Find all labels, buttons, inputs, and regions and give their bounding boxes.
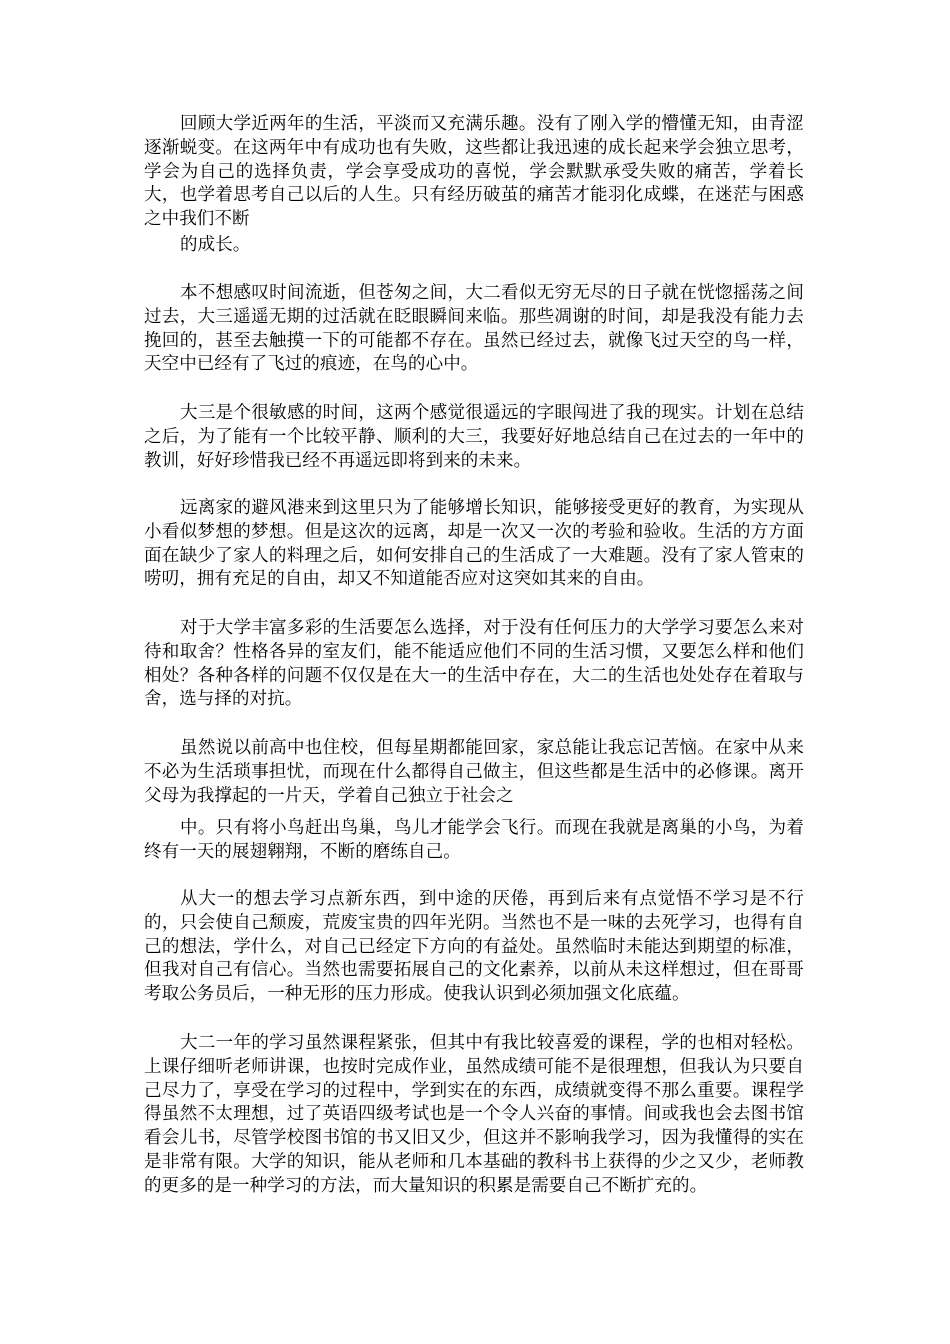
paragraph-1: 回顾大学近两年的生活，平淡而又充满乐趣。没有了刚入学的懵懂无知，由青涩逐渐蜕变。在这两年中有成功也有失败，这些都让我迅速的成长起来学会独立思考，学会为自己的选择负责，学会享受成功的喜悦，学会默默承受失败的痛苦，学着长大，也学着思考自己以后的人生。只有经历破茧的痛苦才能羽化成蝶，在迷茫与困惑之中我们不断	[144, 114, 804, 230]
paragraph-5: 远离家的避风港来到这里只为了能够增长知识，能够接受更好的教育，为实现从小看似梦想的梦想。但是这次的远离，却是一次又一次的考验和验收。生活的方方面面在缺少了家人的料理之后，如何安排自己的生活成了一大难题。没有了家人管束的唠叨，拥有充足的自由，却又不知道能否应对这突如其来的自由。	[144, 498, 804, 590]
paragraph-10: 大二一年的学习虽然课程紧张，但其中有我比较喜爱的课程，学的也相对轻松。上课仔细听老师讲课，也按时完成作业，虽然成绩可能不是很理想，但我认为只要自己尽力了，享受在学习的过程中，学到实在的东西，成绩就变得不那么重要。课程学得虽然不太理想，过了英语四级考试也是一个令人兴奋的事情。间或我也会去图书馆看会儿书，尽管学校图书馆的书又旧又少，但这并不影响我学习，因为我懂得的实在是非常有限。大学的知识，能从老师和几本基础的教科书上获得的少之又少，老师教的更多的是一种学习的方法，而大量知识的积累是需要自己不断扩充的。	[144, 1033, 804, 1196]
paragraph-6: 对于大学丰富多彩的生活要怎么选择，对于没有任何压力的大学学习要怎么来对待和取舍？性格各异的室友们，能不能适应他们不同的生活习惯，又要怎么样和他们相处？各种各样的问题不仅仅是在大一的生活中存在，大二的生活也处处存在着取与舍，选与择的对抗。	[144, 618, 804, 710]
paragraph-2: 的成长。	[180, 235, 251, 255]
paragraph-3: 本不想感叹时间流逝，但苍匆之间，大二看似无穷无尽的日子就在恍惚摇荡之间过去，大三遥遥无期的过活就在眨眼瞬间来临。那些凋谢的时间，却是我没有能力去挽回的，甚至去触摸一下的可能都不存在。虽然已经过去，就像飞过天空的鸟一样，天空中已经有了飞过的痕迹，在鸟的心中。	[144, 283, 804, 375]
paragraph-4: 大三是个很敏感的时间，这两个感觉很遥远的字眼闯进了我的现实。计划在总结之后，为了能有一个比较平静、顺利的大三，我要好好地总结自己在过去的一年中的教训，好好珍惜我已经不再遥远即将到来的未来。	[144, 403, 804, 471]
paragraph-9: 从大一的想去学习点新东西，到中途的厌倦，再到后来有点觉悟不学习是不行的，只会使自己颓废，荒废宝贵的四年光阴。当然也不是一味的去死学习，也得有自己的想法，学什么，对自己已经定下方向的有益处。虽然临时未能达到期望的标准，但我对自己有信心。当然也需要拓展自己的文化素养，以前从未这样想过，但在哥哥考取公务员后，一种无形的压力形成。使我认识到必须加强文化底蕴。	[144, 889, 804, 1005]
paragraph-7: 虽然说以前高中也住校，但每星期都能回家，家总能让我忘记苦恼。在家中从来不必为生活琐事担忧，而现在什么都得自己做主，但这些都是生活中的必修课。离开父母为我撑起的一片天，学着自己独立于社会之	[144, 738, 804, 806]
paragraph-8: 中。只有将小鸟赶出鸟巢，鸟儿才能学会飞行。而现在我就是离巢的小鸟，为着终有一天的展翅翱翔，不断的磨练自己。	[144, 818, 804, 862]
